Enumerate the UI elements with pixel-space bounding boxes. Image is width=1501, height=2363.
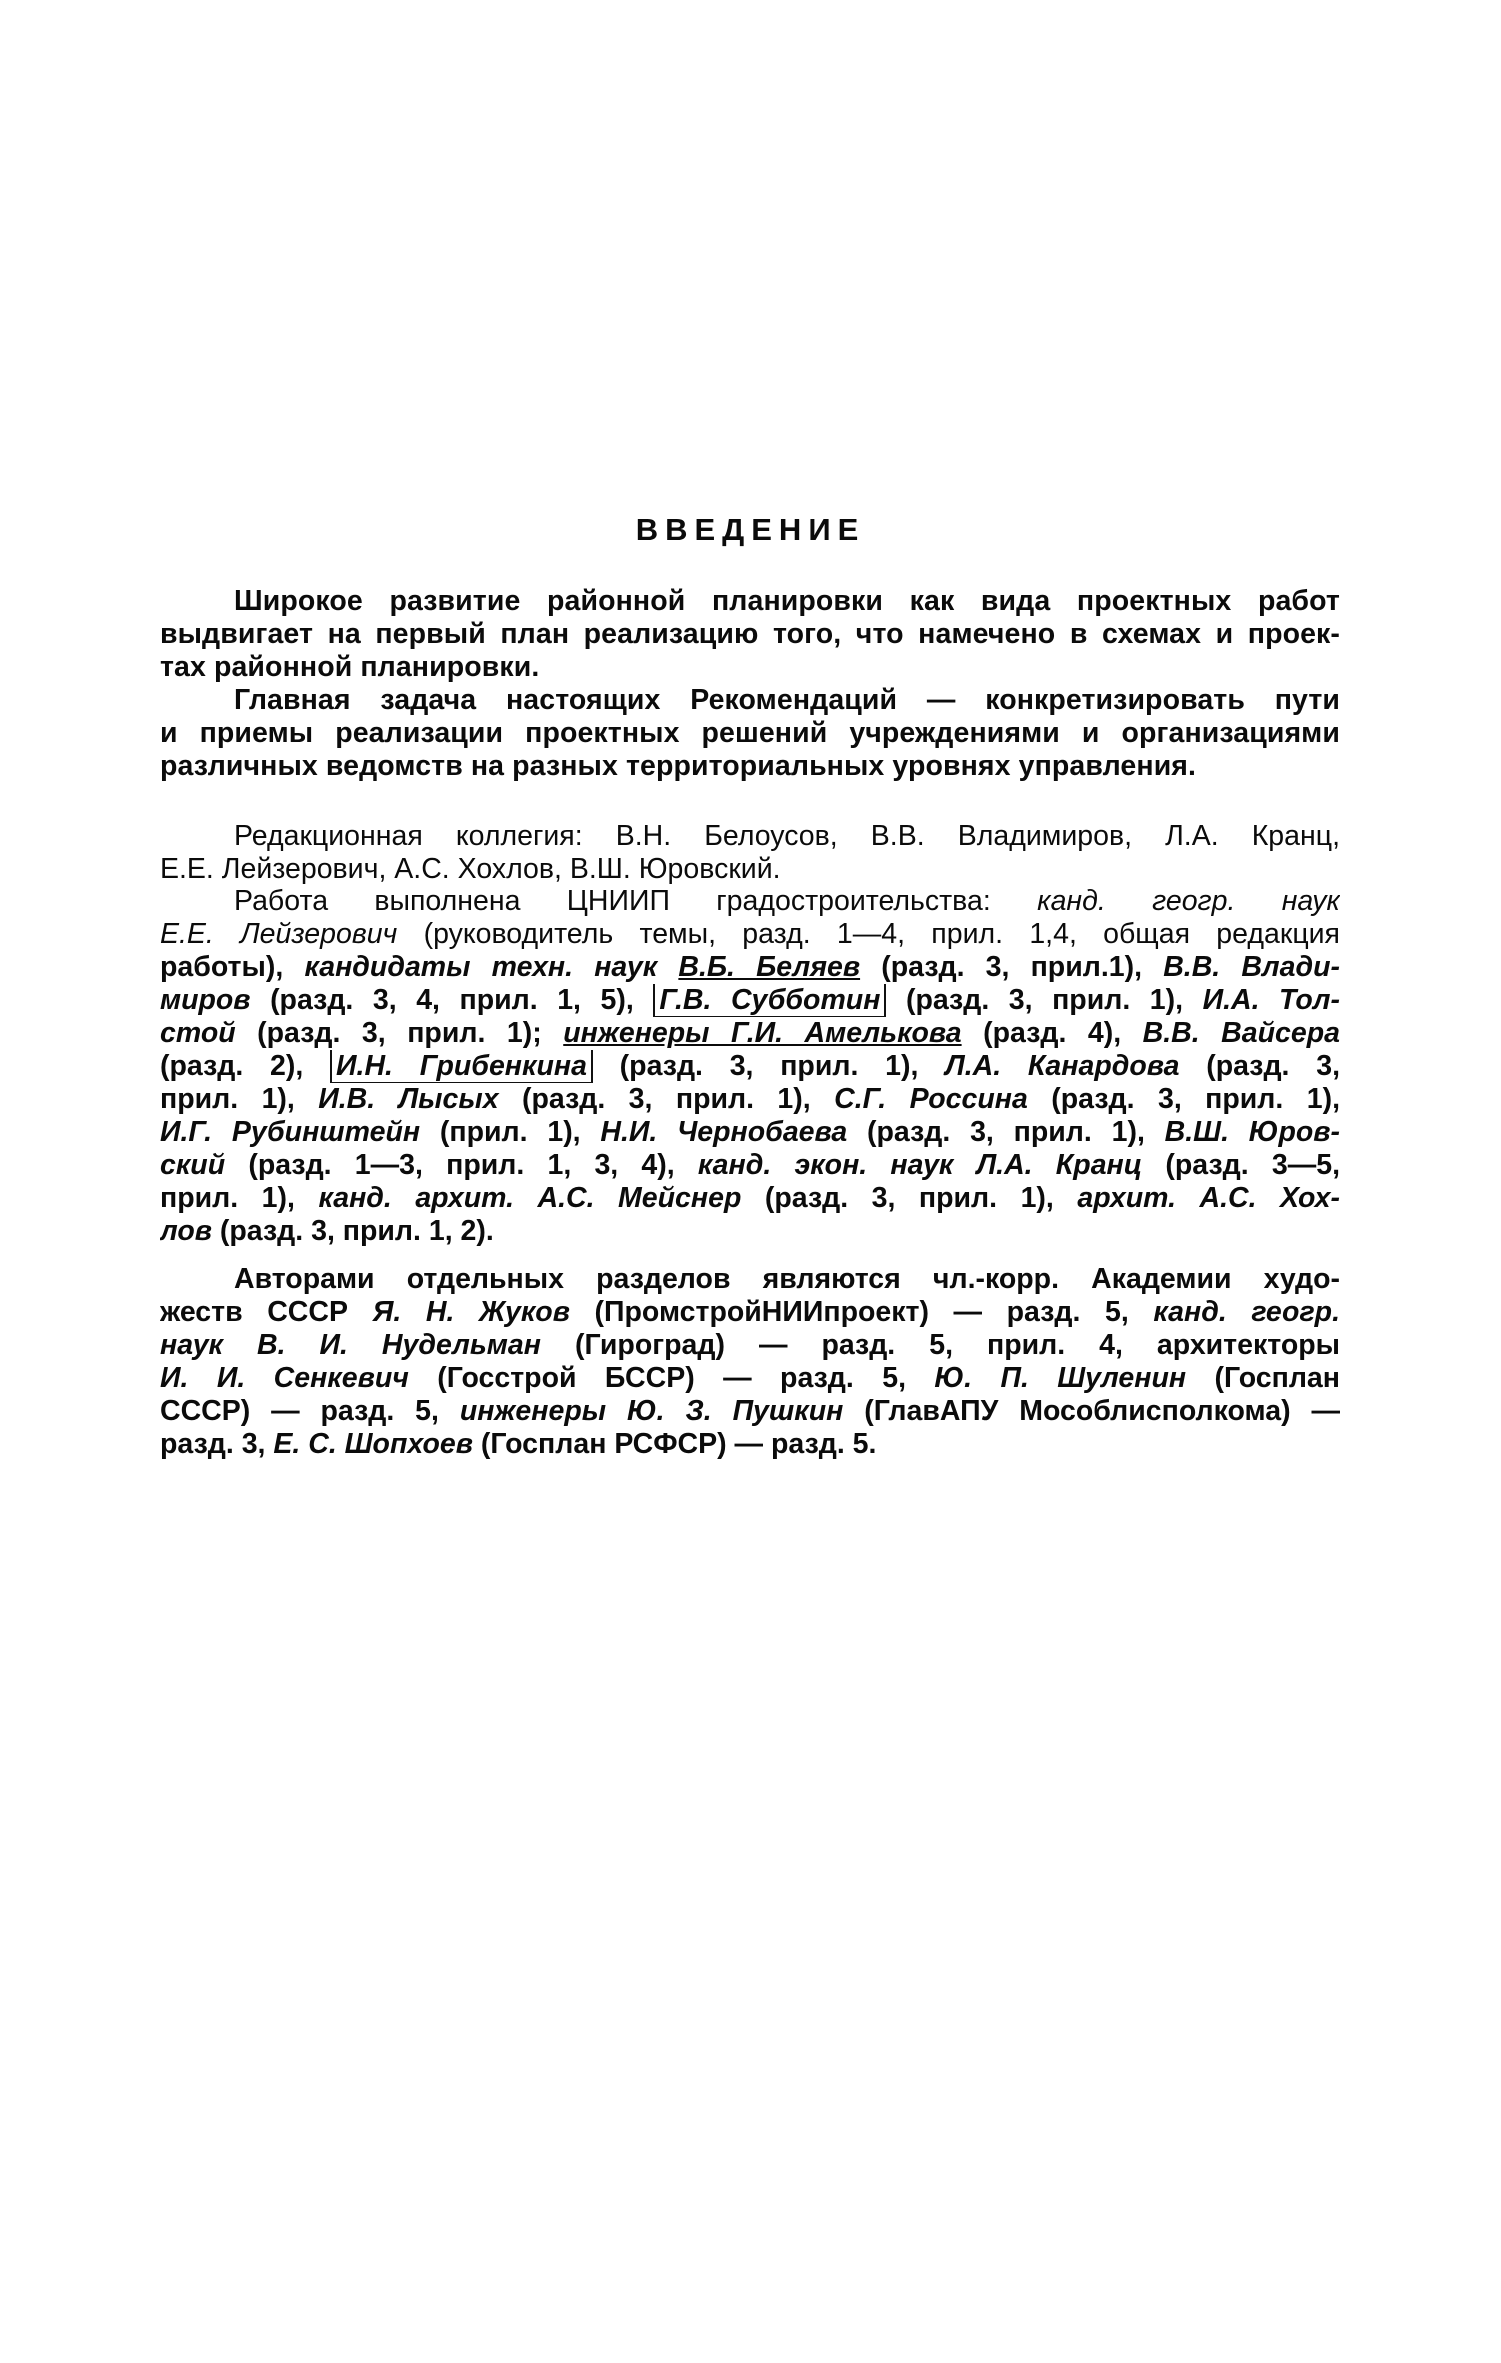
- credit-line: (разд. 2), И.Н. Грибенкина (разд. 3, прил. 1), Л.А. Канардова (разд. 3,: [160, 1050, 1340, 1082]
- authors-line: разд. 3, Е. С. Шопхоев (Госплан РСФСР) — разд. 5.: [160, 1428, 877, 1460]
- credit-line: прил. 1), канд. архит. А.С. Мейснер (разд. 3, прил. 1), архит. А.С. Хох-: [160, 1182, 1340, 1214]
- boxed-name: И.Н. Грибенкина: [330, 1050, 593, 1083]
- intro-line: тах районной планировки.: [160, 651, 540, 683]
- intro-section: [160, 585, 1340, 783]
- intro-line: различных ведомств на разных территориальных уровнях управления.: [160, 750, 1197, 782]
- authors-line: наук В. И. Нудельман (Гироград) — разд. 5, прил. 4, архитекторы: [160, 1329, 1340, 1361]
- credit-line: прил. 1), И.В. Лысых (разд. 3, прил. 1), С.Г. Россина (разд. 3, прил. 1),: [160, 1083, 1340, 1115]
- boxed-name: Г.В. Субботин: [653, 984, 886, 1017]
- intro-line: Главная задача настоящих Рекомендаций — конкретизировать пути: [234, 684, 1340, 716]
- editorial-line: Редакционная коллегия: В.Н. Белоусов, В.В. Владимиров, Л.А. Кранц,: [234, 820, 1340, 852]
- credit-line: И.Г. Рубинштейн (прил. 1), Н.И. Чернобаева (разд. 3, прил. 1), В.Ш. Юров-: [160, 1116, 1340, 1148]
- credit-line: ский (разд. 1—3, прил. 1, 3, 4), канд. экон. наук Л.А. Кранц (разд. 3—5,: [160, 1149, 1340, 1181]
- intro-line: выдвигает на первый план реализацию того, что намечено в схемах и проек-: [160, 618, 1340, 650]
- section-authors: [160, 1263, 1340, 1461]
- editorial-board: [160, 820, 1340, 886]
- credit-line: миров (разд. 3, 4, прил. 1, 5), Г.В. Субботин (разд. 3, прил. 1), И.А. Тол-: [160, 984, 1340, 1016]
- credit-line: Е.Е. Лейзерович (руководитель темы, разд. 1—4, прил. 1,4, общая редакция: [160, 918, 1340, 950]
- intro-line: и приемы реализации проектных решений учреждениями и организациями: [160, 717, 1340, 749]
- page-title: ВВЕДЕНИЕ: [635, 512, 866, 547]
- credit-line: Работа выполнена ЦНИИП градостроительства: канд. геогр. наук: [234, 885, 1340, 917]
- authors-line: СССР) — разд. 5, инженеры Ю. З. Пушкин (ГлавАПУ Мособлисполкома) —: [160, 1395, 1340, 1427]
- work-credits: [160, 885, 1340, 1248]
- credit-line: лов (разд. 3, прил. 1, 2).: [160, 1215, 494, 1247]
- credit-line: стой (разд. 3, прил. 1); инженеры Г.И. Амелькова (разд. 4), В.В. Вайсера: [160, 1017, 1340, 1049]
- credit-line: работы), кандидаты техн. наук В.Б. Беляев (разд. 3, прил.1), В.В. Влади-: [160, 951, 1340, 983]
- authors-line: И. И. Сенкевич (Госстрой БССР) — разд. 5, Ю. П. Шуленин (Госплан: [160, 1362, 1340, 1394]
- authors-line: жеств СССР Я. Н. Жуков (ПромстройНИИпроект) — разд. 5, канд. геогр.: [160, 1296, 1340, 1328]
- intro-line: Широкое развитие районной планировки как вида проектных работ: [234, 585, 1340, 617]
- editorial-line: Е.Е. Лейзерович, А.С. Хохлов, В.Ш. Юровский.: [160, 853, 781, 885]
- authors-line: Авторами отдельных разделов являются чл.-корр. Академии худо-: [234, 1263, 1340, 1295]
